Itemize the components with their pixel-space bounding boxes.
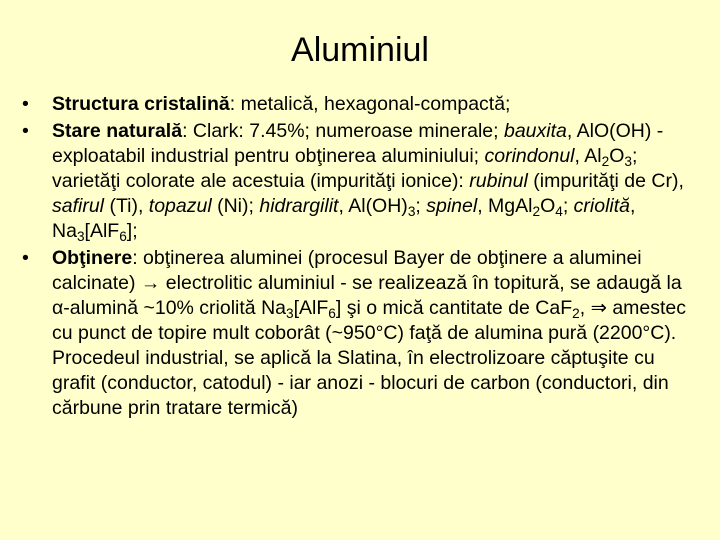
term-obtinere: Obţinere bbox=[52, 247, 133, 269]
formula-criolita-end: ]; bbox=[126, 220, 138, 242]
text-separator: ; bbox=[415, 195, 427, 217]
mineral-corindonul: corindonul bbox=[484, 145, 575, 167]
formula-al2o3-prefix: , Al bbox=[574, 145, 602, 167]
bullet-stare-naturala bbox=[22, 119, 698, 244]
formula-subscript: 3 bbox=[407, 204, 416, 220]
formula-subscript: 3 bbox=[76, 229, 85, 245]
text-obtinere-part3: ] şi o mică cantitate de CaF bbox=[335, 297, 573, 319]
text-bauxita-desc: , AlO(OH) - exploatabil industrial pentru obţinerea aluminiului; bbox=[52, 120, 664, 167]
text-clark: : Clark: 7.45%; numeroase minerale; bbox=[182, 120, 504, 142]
bullet-structura-cristalina bbox=[22, 92, 698, 117]
formula-subscript: 3 bbox=[624, 154, 632, 170]
text-obtinere-part4: , ⇒ amestec cu punct de topire mult coborât (~950°C) faţă de alumina pură (2200°C). Procedeul industrial, se aplică la Slatina, în electrolizoare căptuşite cu grafit (conductor, catodul) - iar anozi - blocuri de carbon (conductori, din cărbune prin tratare termică) bbox=[52, 297, 687, 419]
mineral-spinel: spinel bbox=[426, 195, 478, 217]
formula-subscript: 6 bbox=[328, 306, 336, 322]
text-topazul-desc: (Ni); bbox=[211, 195, 260, 217]
mineral-rubinul: rubinul bbox=[469, 170, 528, 192]
formula-subscript: 4 bbox=[555, 204, 563, 220]
formula-spinel-mid: O bbox=[540, 195, 556, 217]
formula-criolita-prefix: , Na bbox=[52, 195, 636, 242]
bullet-dot-icon: • bbox=[22, 247, 29, 269]
bullet-obtinere bbox=[22, 246, 698, 421]
text-obtinere-part2: [AlF bbox=[293, 297, 329, 319]
term-stare-naturala: Stare naturală bbox=[52, 120, 183, 142]
formula-subscript: 3 bbox=[286, 306, 294, 322]
text-obtinere-part1: : obţinerea aluminei (procesul Bayer de obţinere a aluminei calcinate) → electrolitic aluminiul - se realizează în topitură, se adaugă la α-alumină ~10% criolită Na bbox=[52, 247, 682, 319]
term-structura-cristalina: Structura cristalină bbox=[52, 93, 230, 115]
bullet-list bbox=[22, 92, 698, 423]
text-safirul-desc: (Ti), bbox=[104, 195, 149, 217]
formula-subscript: 2 bbox=[601, 154, 610, 170]
mineral-hidrargilit: hidrargilit bbox=[259, 195, 339, 217]
mineral-bauxita: bauxita bbox=[503, 120, 567, 142]
text-varietati: ; varietăţi colorate ale acestuia (impurităţi ionice): bbox=[52, 145, 638, 192]
formula-al2o3-mid: O bbox=[609, 145, 625, 167]
page-title: Aluminiul bbox=[291, 31, 429, 69]
bullet-dot-icon: • bbox=[22, 120, 29, 142]
text-separator: ; bbox=[562, 195, 574, 217]
formula-criolita-mid: [AlF bbox=[84, 220, 120, 242]
formula-hidrargilit: , Al(OH) bbox=[338, 195, 408, 217]
mineral-criolita: criolită bbox=[573, 195, 631, 217]
formula-subscript: 2 bbox=[572, 306, 580, 322]
formula-spinel-prefix: , MgAl bbox=[477, 195, 533, 217]
mineral-topazul: topazul bbox=[148, 195, 212, 217]
text-rubinul-desc: (impurităţi de Cr), bbox=[527, 170, 684, 192]
formula-subscript: 6 bbox=[119, 229, 127, 245]
mineral-safirul: safirul bbox=[52, 195, 105, 217]
formula-subscript: 2 bbox=[532, 204, 541, 220]
text-structura-cristalina: : metalică, hexagonal-compactă; bbox=[229, 93, 511, 115]
bullet-dot-icon: • bbox=[22, 93, 29, 115]
